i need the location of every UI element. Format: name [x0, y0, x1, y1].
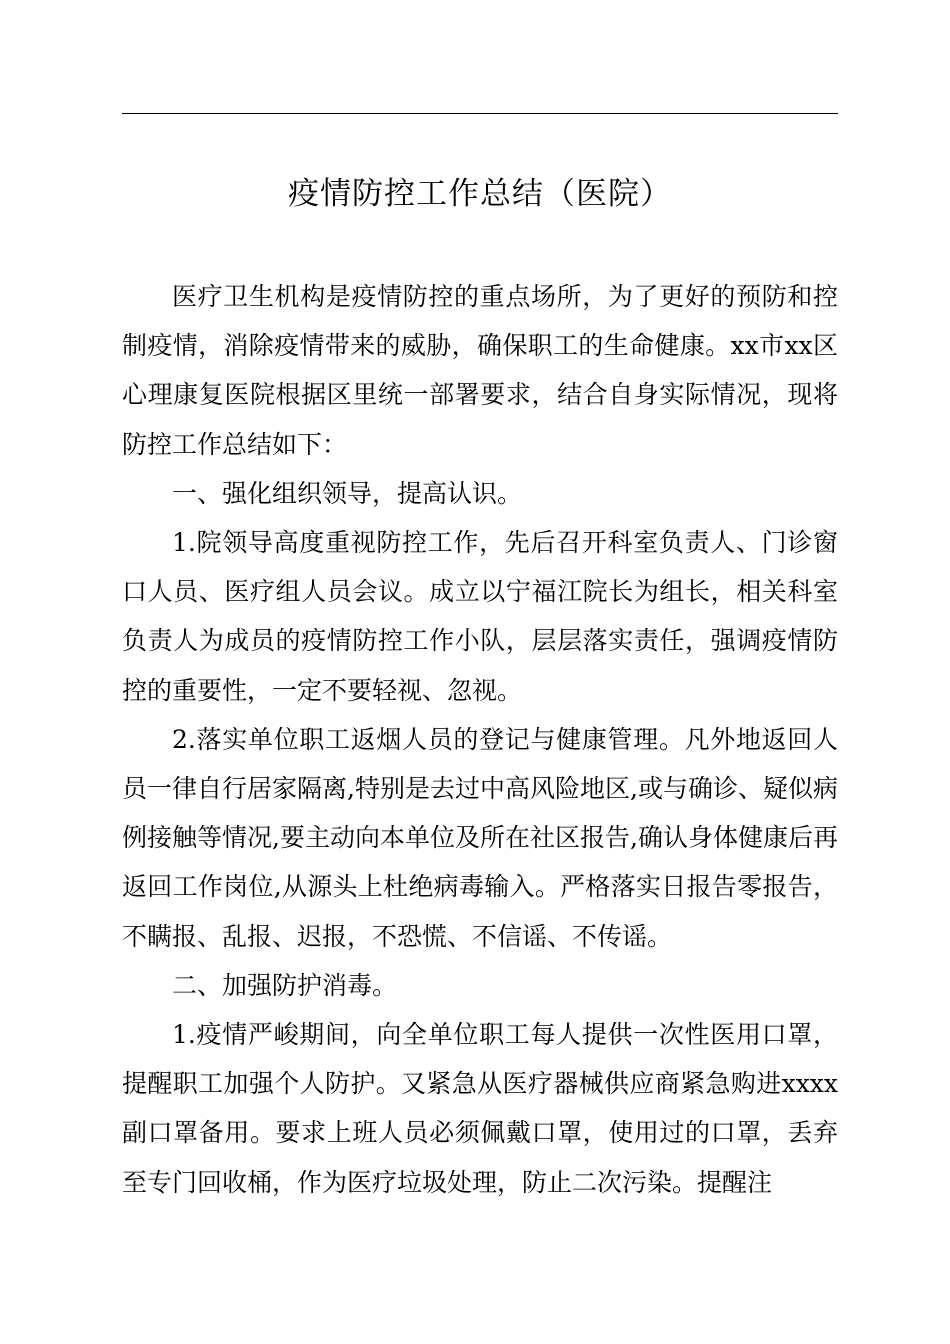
section-heading-2: 二、加强防护消毒。	[172, 970, 398, 1000]
section-heading-1: 一、强化组织领导，提高认识。	[172, 478, 523, 508]
paragraph-intro: 医疗卫生机构是疫情防控的重点场所，为了更好的预防和控制疫情，消除疫情带来的威胁，确保职工的生命健康。xx市xx区心理康复医院根据区里统一部署要求，结合自身实际情况，现将防控工作总结如下：	[122, 282, 838, 459]
document-title: 疫情防控工作总结（医院）	[288, 176, 672, 212]
paragraph-1-2: 2.落实单位职工返烟人员的登记与健康管理。凡外地返回人员一律自行居家隔离,特别是去过中高风险地区,或与确诊、疑似病例接触等情况,要主动向本单位及所在社区报告,确认身体健康后再返回工作岗位,从源头上杜绝病毒输入。严格落实日报告零报告，不瞒报、乱报、迟报，不恐慌、不信谣、不传谣。	[122, 724, 838, 951]
paragraph-1-1: 1.院领导高度重视防控工作，先后召开科室负责人、门诊窗口人员、医疗组人员会议。成立以宁福江院长为组长，相关科室负责人为成员的疫情防控工作小队，层层落实责任，强调疫情防控的重要性，一定不要轻视、忽视。	[122, 528, 838, 705]
header-rule	[122, 113, 838, 114]
document-body	[122, 272, 838, 1207]
paragraph-2-1: 1.疫情严峻期间，向全单位职工每人提供一次性医用口罩，提醒职工加强个人防护。又紧急从医疗器械供应商紧急购进xxxx副口罩备用。要求上班人员必须佩戴口罩，使用过的口罩，丢弃至专门回收桶，作为医疗垃圾处理，防止二次污染。提醒注	[122, 1020, 838, 1197]
